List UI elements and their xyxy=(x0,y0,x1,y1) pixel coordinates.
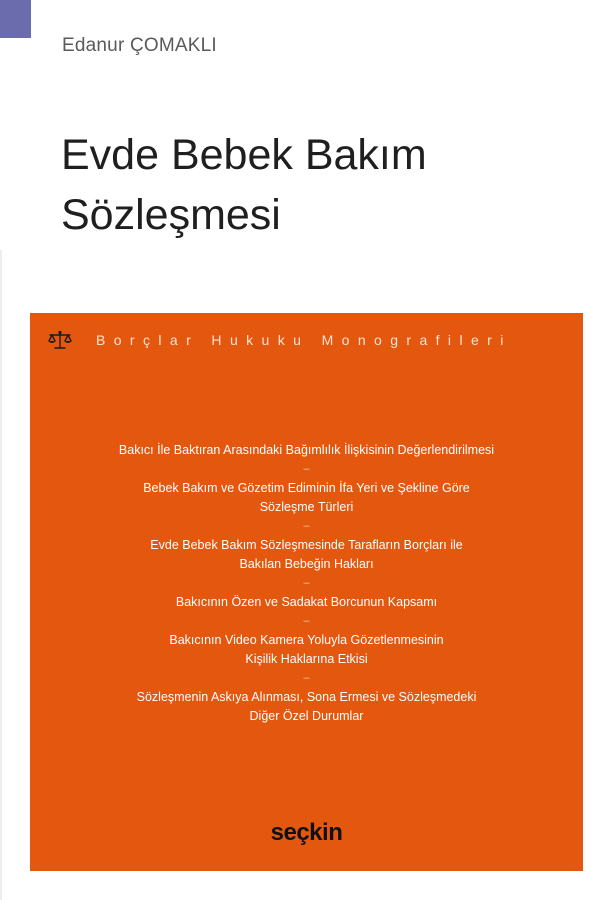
topics-list xyxy=(50,441,563,726)
topic-separator: – xyxy=(303,615,310,627)
topic-1-line-1: Bakıcı İle Baktıran Arasındaki Bağımlılık İlişkisinin Değerlendirilmesi xyxy=(118,443,495,457)
series-name: Borçlar Hukuku Monografileri xyxy=(96,332,512,348)
corner-color-tab xyxy=(0,0,31,38)
topic-6-line-2: Diğer Özel Durumlar xyxy=(249,709,364,723)
topic-6 xyxy=(50,688,563,726)
topic-5 xyxy=(50,631,563,669)
topic-separator: – xyxy=(303,463,310,475)
author-name: Edanur ÇOMAKLI xyxy=(62,35,217,56)
topic-5-line-2: Kişilik Haklarına Etkisi xyxy=(245,652,368,666)
topic-2 xyxy=(50,479,563,517)
book-title-line-2: Sözleşmesi xyxy=(61,191,281,239)
topic-3-line-1: Evde Bebek Bakım Sözleşmesinde Tarafların Borçları ile xyxy=(150,538,463,552)
cover-orange-panel xyxy=(30,313,583,871)
topic-separator: – xyxy=(303,577,310,589)
topic-3 xyxy=(50,536,563,574)
topic-1 xyxy=(50,441,563,460)
topic-2-line-2: Sözleşme Türleri xyxy=(259,500,354,514)
book-title xyxy=(61,125,581,245)
topic-2-line-1: Bebek Bakım ve Gözetim Ediminin İfa Yeri ve Şekline Göre xyxy=(143,481,470,495)
topic-separator: – xyxy=(303,520,310,532)
topic-3-line-2: Bakılan Bebeğin Hakları xyxy=(239,557,374,571)
book-title-line-1: Evde Bebek Bakım xyxy=(61,131,427,179)
topic-5-line-1: Bakıcının Video Kamera Yoluyla Gözetlenmesinin xyxy=(169,633,444,647)
topic-separator: – xyxy=(303,672,310,684)
topic-4-line-1: Bakıcının Özen ve Sadakat Borcunun Kapsamı xyxy=(175,595,438,609)
series-header xyxy=(47,327,512,353)
scales-of-justice-icon xyxy=(47,330,73,350)
spine-edge xyxy=(0,250,2,900)
publisher-logo: seçkin xyxy=(270,819,343,846)
topic-4 xyxy=(50,593,563,612)
topic-6-line-1: Sözleşmenin Askıya Alınması, Sona Ermesi ve Sözleşmedeki xyxy=(136,690,477,704)
